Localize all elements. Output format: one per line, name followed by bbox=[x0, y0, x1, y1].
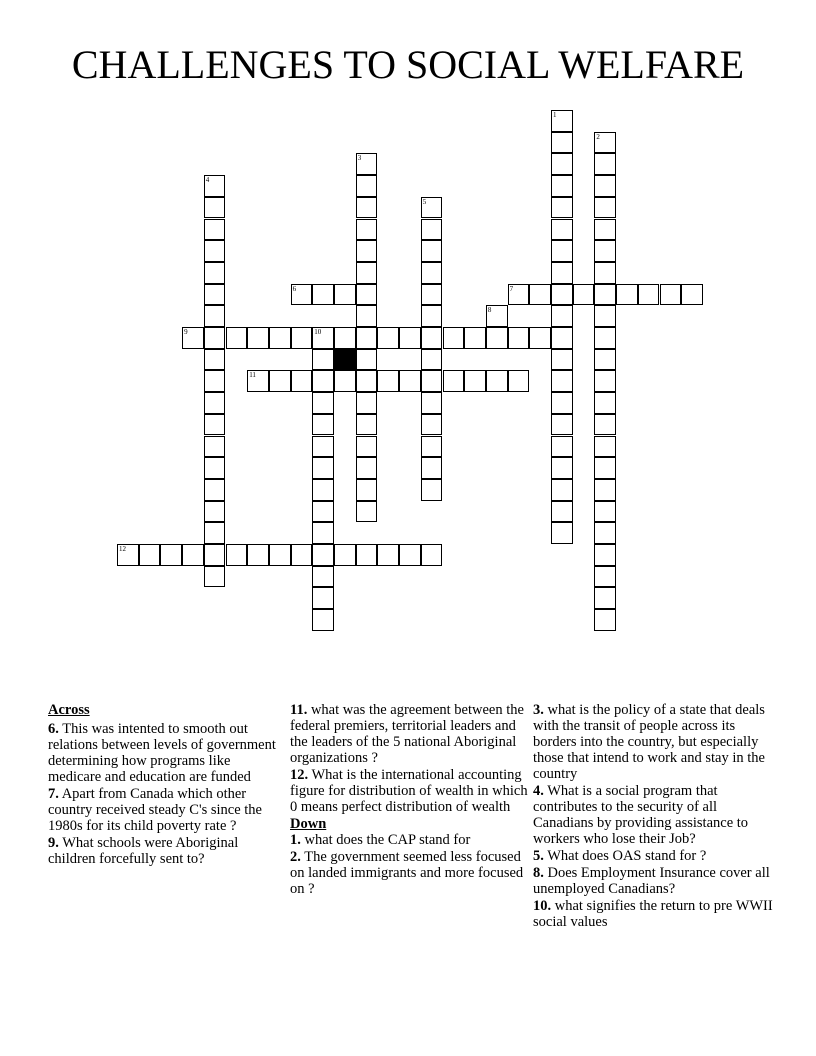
clue-across-7 bbox=[48, 786, 284, 834]
grid-cell[interactable] bbox=[312, 349, 334, 371]
grid-cell[interactable] bbox=[551, 197, 573, 219]
grid-cell[interactable] bbox=[443, 327, 465, 349]
grid-cell[interactable] bbox=[399, 327, 421, 349]
grid-cell[interactable] bbox=[399, 544, 421, 566]
grid-cell[interactable] bbox=[356, 305, 378, 327]
grid-cell[interactable] bbox=[356, 414, 378, 436]
clue-across-11 bbox=[290, 702, 528, 766]
grid-cell[interactable] bbox=[204, 349, 226, 371]
grid-cell[interactable] bbox=[291, 284, 313, 306]
grid-cell[interactable] bbox=[616, 284, 638, 306]
grid-cell[interactable] bbox=[117, 544, 139, 566]
grid-cell[interactable] bbox=[139, 544, 161, 566]
grid-cell[interactable] bbox=[421, 240, 443, 262]
grid-cell[interactable] bbox=[551, 262, 573, 284]
grid-cell[interactable] bbox=[356, 175, 378, 197]
grid-cell[interactable] bbox=[594, 609, 616, 631]
clue-down-4 bbox=[533, 783, 773, 847]
clue-number: 12. bbox=[290, 767, 309, 783]
grid-cell[interactable] bbox=[594, 566, 616, 588]
grid-cell[interactable] bbox=[226, 544, 248, 566]
grid-cell[interactable] bbox=[551, 240, 573, 262]
clue-number: 3. bbox=[533, 702, 544, 718]
grid-cell[interactable] bbox=[204, 262, 226, 284]
grid-cell[interactable] bbox=[356, 436, 378, 458]
grid-cell[interactable] bbox=[464, 370, 486, 392]
cell-number: 8 bbox=[487, 306, 492, 315]
grid-cell[interactable] bbox=[551, 479, 573, 501]
clue-down-5 bbox=[533, 848, 773, 864]
clue-number: 5. bbox=[533, 848, 544, 864]
grid-cell[interactable] bbox=[312, 457, 334, 479]
grid-cell[interactable] bbox=[356, 501, 378, 523]
grid-cell[interactable] bbox=[486, 305, 508, 327]
grid-cell[interactable] bbox=[247, 544, 269, 566]
grid-cell[interactable] bbox=[443, 370, 465, 392]
cell-number: 1 bbox=[553, 111, 557, 119]
grid-cell[interactable] bbox=[334, 370, 356, 392]
clue-column-2 bbox=[290, 702, 528, 898]
grid-cell[interactable] bbox=[421, 284, 443, 306]
grid-cell[interactable] bbox=[291, 544, 313, 566]
grid-cell[interactable] bbox=[594, 305, 616, 327]
grid-cell[interactable] bbox=[312, 414, 334, 436]
clue-down-2 bbox=[290, 849, 528, 897]
grid-cell[interactable] bbox=[594, 262, 616, 284]
cell-number: 5 bbox=[422, 197, 427, 206]
grid-cell[interactable] bbox=[551, 457, 573, 479]
clue-text: What is a social program that contributes to the security of all Canadians by providing assistance to workers who lose their Job? bbox=[533, 783, 749, 847]
grid-cell[interactable] bbox=[594, 240, 616, 262]
clue-down-1 bbox=[290, 832, 528, 848]
clue-text: what is the policy of a state that deals with the transit of people across its borders into the country, but especially those that intend to work and stay in the country bbox=[533, 702, 765, 782]
grid-cell[interactable] bbox=[356, 392, 378, 414]
grid-cell[interactable] bbox=[421, 197, 443, 219]
grid-cell[interactable] bbox=[573, 284, 595, 306]
grid-cell[interactable] bbox=[204, 501, 226, 523]
clue-text: What schools were Aboriginal children forcefully sent to? bbox=[48, 835, 239, 867]
grid-cell[interactable] bbox=[551, 132, 573, 154]
grid-cell[interactable] bbox=[356, 153, 378, 175]
grid-cell[interactable] bbox=[551, 501, 573, 523]
grid-cell[interactable] bbox=[204, 566, 226, 588]
grid-cell[interactable] bbox=[508, 370, 530, 392]
grid-cell[interactable] bbox=[594, 501, 616, 523]
grid-cell[interactable] bbox=[334, 284, 356, 306]
grid-cell[interactable] bbox=[551, 436, 573, 458]
grid-cell[interactable] bbox=[421, 436, 443, 458]
grid-cell[interactable] bbox=[356, 240, 378, 262]
grid-cell[interactable] bbox=[421, 349, 443, 371]
grid-cell[interactable] bbox=[204, 392, 226, 414]
grid-cell[interactable] bbox=[204, 197, 226, 219]
grid-cell[interactable] bbox=[421, 544, 443, 566]
grid-cell[interactable] bbox=[356, 197, 378, 219]
grid-cell[interactable] bbox=[421, 414, 443, 436]
grid-cell[interactable] bbox=[312, 284, 334, 306]
grid-cell[interactable] bbox=[182, 544, 204, 566]
clue-text: what signifies the return to pre WWII social values bbox=[533, 898, 773, 930]
grid-cell[interactable] bbox=[204, 522, 226, 544]
clue-down-10 bbox=[533, 898, 773, 930]
grid-cell[interactable] bbox=[356, 284, 378, 306]
grid-cell[interactable] bbox=[594, 457, 616, 479]
grid-cell[interactable] bbox=[204, 175, 226, 197]
grid-cell[interactable] bbox=[464, 327, 486, 349]
grid-cell[interactable] bbox=[421, 479, 443, 501]
grid-cell[interactable] bbox=[160, 544, 182, 566]
grid-cell[interactable] bbox=[356, 262, 378, 284]
grid-cell[interactable] bbox=[356, 327, 378, 349]
cell-number: 3 bbox=[357, 154, 362, 163]
clue-text: This was intented to smooth out relations between levels of government determining how programs like medicare and education are funded bbox=[48, 721, 276, 785]
grid-cell[interactable] bbox=[594, 370, 616, 392]
across-heading: Across bbox=[48, 702, 90, 718]
grid-cell[interactable] bbox=[204, 414, 226, 436]
grid-cell[interactable] bbox=[594, 175, 616, 197]
grid-cell[interactable] bbox=[551, 327, 573, 349]
grid-cell[interactable] bbox=[594, 327, 616, 349]
grid-cell[interactable] bbox=[551, 392, 573, 414]
clue-text: Does Employment Insurance cover all unemployed Canadians? bbox=[533, 865, 770, 897]
grid-cell[interactable] bbox=[312, 609, 334, 631]
grid-cell[interactable] bbox=[551, 522, 573, 544]
clue-text: The government seemed less focused on landed immigrants and more focused on ? bbox=[290, 849, 524, 897]
grid-cell[interactable] bbox=[551, 414, 573, 436]
grid-cell[interactable] bbox=[421, 457, 443, 479]
grid-cell[interactable] bbox=[356, 544, 378, 566]
clue-number: 9. bbox=[48, 835, 59, 851]
grid-cell[interactable] bbox=[551, 219, 573, 241]
grid-cell[interactable] bbox=[486, 327, 508, 349]
grid-cell[interactable] bbox=[377, 544, 399, 566]
cell-number: 9 bbox=[184, 328, 188, 336]
grid-cell[interactable] bbox=[356, 349, 378, 371]
grid-cell[interactable] bbox=[594, 479, 616, 501]
blocked-cell bbox=[334, 349, 356, 371]
clue-text: what does the CAP stand for bbox=[304, 832, 471, 848]
grid-cell[interactable] bbox=[182, 327, 204, 349]
grid-cell[interactable] bbox=[594, 522, 616, 544]
grid-cell[interactable] bbox=[421, 370, 443, 392]
grid-cell[interactable] bbox=[551, 175, 573, 197]
grid-cell[interactable] bbox=[594, 544, 616, 566]
clue-number: 8. bbox=[533, 865, 544, 881]
grid-cell[interactable] bbox=[551, 349, 573, 371]
grid-cell[interactable] bbox=[204, 436, 226, 458]
clue-across-12 bbox=[290, 767, 528, 815]
puzzle-title: CHALLENGES TO SOCIAL WELFARE bbox=[71, 42, 745, 87]
clue-number: 11. bbox=[290, 702, 308, 718]
grid-cell[interactable] bbox=[399, 370, 421, 392]
grid-cell[interactable] bbox=[291, 327, 313, 349]
grid-cell[interactable] bbox=[377, 370, 399, 392]
grid-cell[interactable] bbox=[204, 284, 226, 306]
grid-cell[interactable] bbox=[312, 522, 334, 544]
grid-cell[interactable] bbox=[594, 392, 616, 414]
grid-cell[interactable] bbox=[204, 370, 226, 392]
grid-cell[interactable] bbox=[421, 305, 443, 327]
clue-number: 4. bbox=[533, 783, 544, 799]
clue-column-3 bbox=[533, 702, 773, 931]
grid-cell[interactable] bbox=[269, 327, 291, 349]
grid-cell[interactable] bbox=[551, 110, 573, 132]
grid-cell[interactable] bbox=[312, 436, 334, 458]
grid-cell[interactable] bbox=[204, 457, 226, 479]
grid-cell[interactable] bbox=[681, 284, 703, 306]
cell-number: 2 bbox=[596, 132, 600, 141]
grid-cell[interactable] bbox=[421, 219, 443, 241]
grid-cell[interactable] bbox=[247, 327, 269, 349]
clue-number: 1. bbox=[290, 832, 301, 848]
grid-cell[interactable] bbox=[377, 327, 399, 349]
grid-cell[interactable] bbox=[660, 284, 682, 306]
grid-cell[interactable] bbox=[291, 370, 313, 392]
clue-across-9 bbox=[48, 835, 284, 867]
grid-cell[interactable] bbox=[356, 479, 378, 501]
cell-number: 6 bbox=[292, 284, 297, 293]
grid-cell[interactable] bbox=[312, 327, 334, 349]
grid-cell[interactable] bbox=[356, 370, 378, 392]
clue-text: What is the international accounting figure for distribution of wealth in which 0 means perfect distribution of wealth bbox=[290, 767, 528, 815]
clue-column-1 bbox=[48, 702, 284, 868]
grid-cell[interactable] bbox=[529, 284, 551, 306]
grid-cell[interactable] bbox=[334, 544, 356, 566]
grid-cell[interactable] bbox=[594, 153, 616, 175]
clue-number: 10. bbox=[533, 898, 552, 914]
grid-cell[interactable] bbox=[594, 284, 616, 306]
grid-cell[interactable] bbox=[312, 392, 334, 414]
grid-cell[interactable] bbox=[594, 349, 616, 371]
grid-cell[interactable] bbox=[204, 305, 226, 327]
clue-down-8 bbox=[533, 865, 773, 897]
cell-number: 10 bbox=[314, 328, 322, 336]
clue-number: 6. bbox=[48, 721, 59, 737]
grid-cell[interactable] bbox=[551, 153, 573, 175]
grid-cell[interactable] bbox=[421, 392, 443, 414]
cell-number: 11 bbox=[249, 371, 256, 380]
clue-text: Apart from Canada which other country received steady C's since the 1980s for its child poverty rate ? bbox=[48, 786, 262, 834]
down-heading: Down bbox=[290, 816, 327, 832]
grid-cell[interactable] bbox=[312, 370, 334, 392]
grid-cell[interactable] bbox=[356, 219, 378, 241]
cell-number: 7 bbox=[509, 284, 514, 293]
grid-cell[interactable] bbox=[551, 284, 573, 306]
grid-cell[interactable] bbox=[204, 479, 226, 501]
grid-cell[interactable] bbox=[594, 436, 616, 458]
grid-cell[interactable] bbox=[594, 132, 616, 154]
grid-cell[interactable] bbox=[204, 219, 226, 241]
grid-cell[interactable] bbox=[638, 284, 660, 306]
grid-cell[interactable] bbox=[529, 327, 551, 349]
clue-number: 2. bbox=[290, 849, 301, 865]
grid-cell[interactable] bbox=[204, 240, 226, 262]
grid-cell[interactable] bbox=[356, 457, 378, 479]
grid-cell[interactable] bbox=[508, 284, 530, 306]
grid-cell[interactable] bbox=[486, 370, 508, 392]
grid-cell[interactable] bbox=[594, 197, 616, 219]
grid-cell[interactable] bbox=[204, 327, 226, 349]
grid-cell[interactable] bbox=[247, 370, 269, 392]
grid-cell[interactable] bbox=[334, 327, 356, 349]
grid-cell[interactable] bbox=[594, 414, 616, 436]
clue-text: what was the agreement between the federal premiers, territorial leaders and the leaders of the 5 national Aboriginal organizations ? bbox=[290, 702, 524, 766]
grid-cell[interactable] bbox=[312, 501, 334, 523]
grid-cell[interactable] bbox=[508, 327, 530, 349]
grid-cell[interactable] bbox=[551, 305, 573, 327]
clue-across-6 bbox=[48, 721, 284, 785]
cell-number: 12 bbox=[119, 545, 126, 553]
grid-cell[interactable] bbox=[312, 587, 334, 609]
grid-cell[interactable] bbox=[312, 479, 334, 501]
clue-text: What does OAS stand for ? bbox=[547, 848, 707, 864]
grid-cell[interactable] bbox=[594, 219, 616, 241]
grid-cell[interactable] bbox=[594, 587, 616, 609]
cell-number: 4 bbox=[205, 176, 210, 185]
grid-cell[interactable] bbox=[269, 370, 291, 392]
clue-down-3 bbox=[533, 702, 773, 782]
grid-cell[interactable] bbox=[551, 370, 573, 392]
grid-cell[interactable] bbox=[269, 544, 291, 566]
grid-cell[interactable] bbox=[312, 544, 334, 566]
grid-cell[interactable] bbox=[312, 566, 334, 588]
grid-cell[interactable] bbox=[421, 327, 443, 349]
grid-cell[interactable] bbox=[226, 327, 248, 349]
grid-cell[interactable] bbox=[204, 544, 226, 566]
clue-number: 7. bbox=[48, 786, 59, 802]
grid-cell[interactable] bbox=[421, 262, 443, 284]
